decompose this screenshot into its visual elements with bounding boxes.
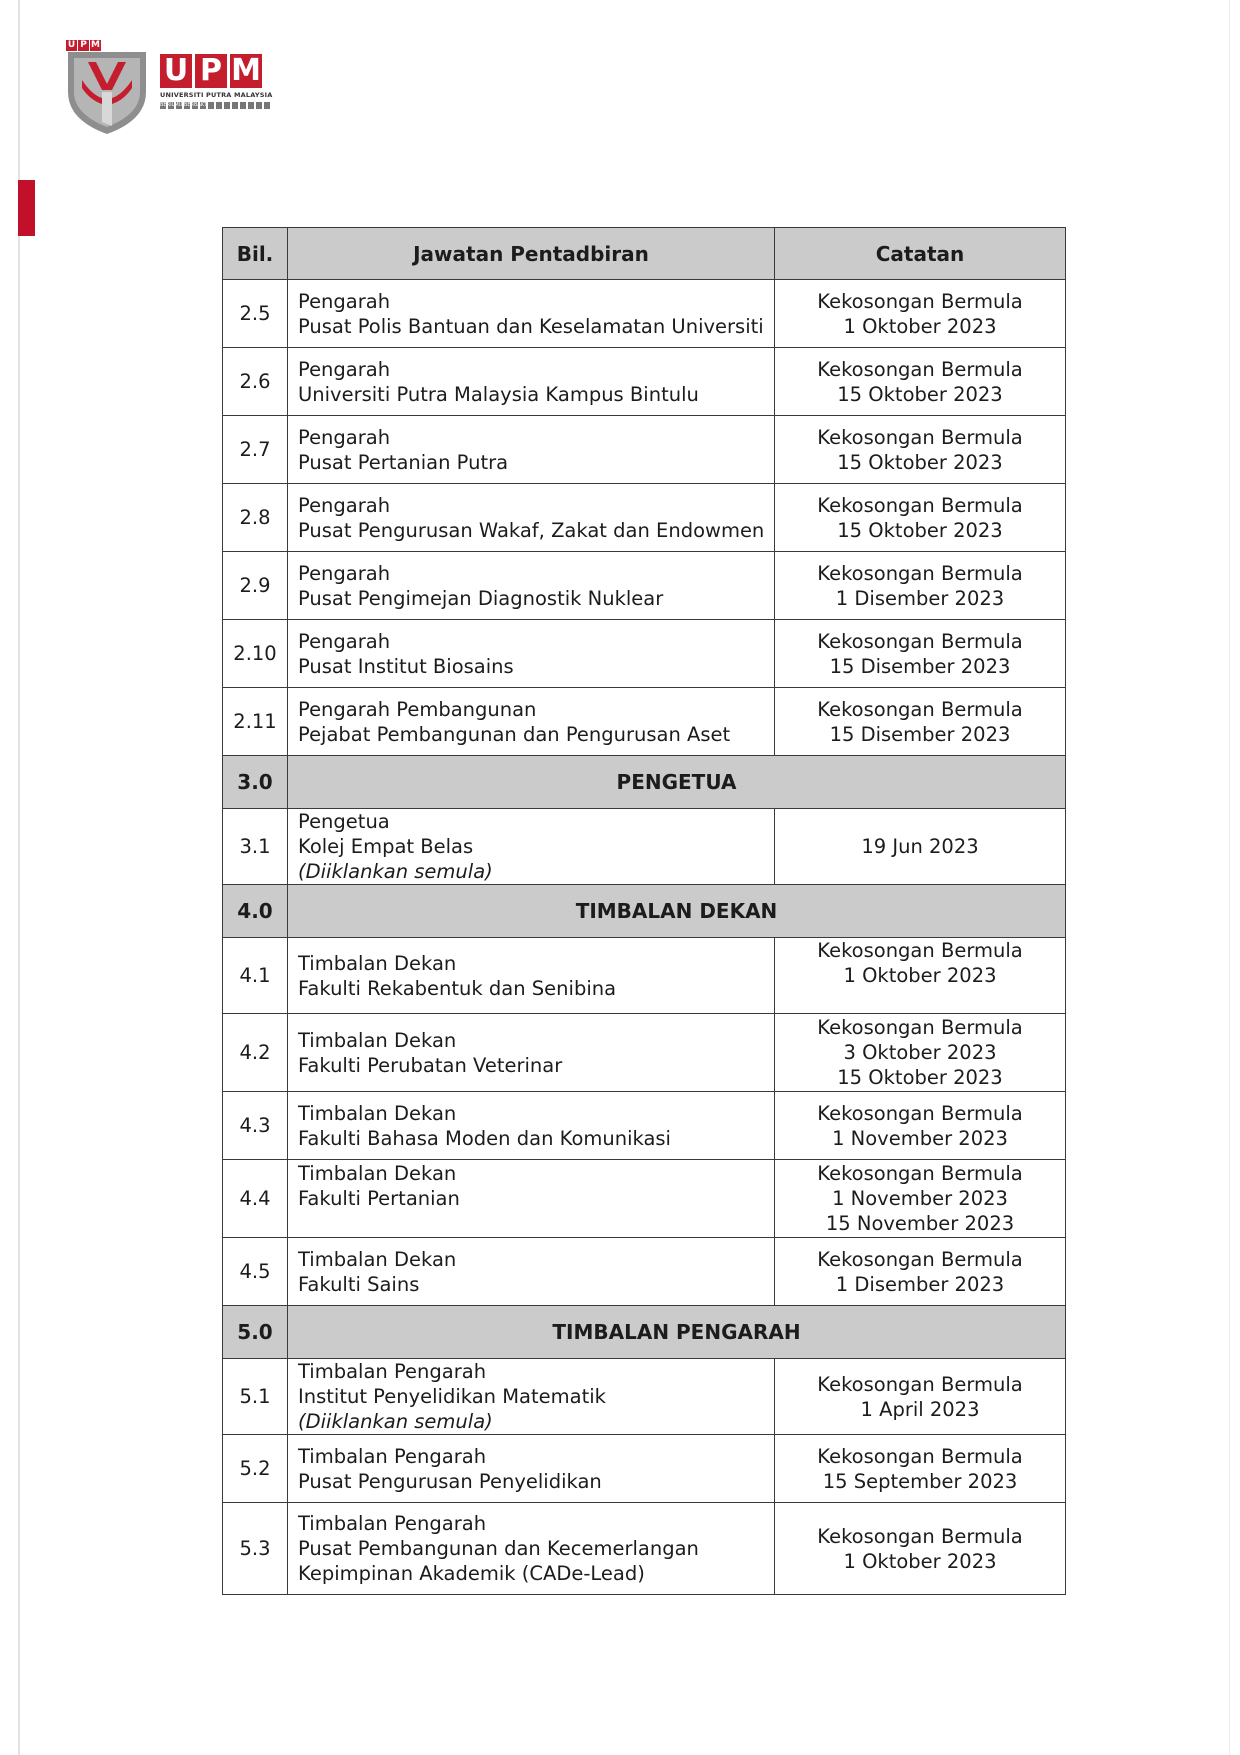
position-cell xyxy=(288,1092,775,1160)
remark-date: 1 Disember 2023 xyxy=(835,1272,1005,1296)
remark-cell xyxy=(775,348,1066,416)
logo-mini-letter: P xyxy=(78,40,89,51)
vacancy-table xyxy=(222,227,1066,1595)
section-row-timbalan-pengarah xyxy=(223,1306,1066,1359)
remark-cell xyxy=(775,552,1066,620)
remark-status: Kekosongan Bermula xyxy=(817,493,1023,517)
logo-letter: M xyxy=(231,53,261,88)
remark-cell xyxy=(775,484,1066,552)
section-number: 4.0 xyxy=(223,885,288,938)
table-row xyxy=(223,416,1066,484)
position-cell xyxy=(288,348,775,416)
row-number: 2.8 xyxy=(223,484,288,552)
position-title: Pengarah xyxy=(298,493,391,517)
position-title: Pengarah xyxy=(298,357,391,381)
table-row xyxy=(223,552,1066,620)
remark-cell xyxy=(775,280,1066,348)
row-number: 4.3 xyxy=(223,1092,288,1160)
table-row xyxy=(223,280,1066,348)
position-title: Timbalan Pengarah xyxy=(298,1444,487,1468)
position-title: Timbalan Pengarah xyxy=(298,1512,487,1535)
logo-motto: BERILMU BERBAKTI xyxy=(160,102,270,109)
remark-cell xyxy=(775,1238,1066,1306)
remark-date: 15 Disember 2023 xyxy=(829,654,1011,678)
remark-cell xyxy=(775,1160,1066,1238)
remark-cell xyxy=(775,620,1066,688)
remark-cell xyxy=(775,1435,1066,1503)
remark-date: 15 Oktober 2023 xyxy=(837,518,1003,542)
position-title: Pengarah xyxy=(298,561,391,585)
position-cell xyxy=(288,1014,775,1092)
position-title: Pengarah Pembangunan xyxy=(298,697,537,721)
logo-letter: P xyxy=(195,54,227,88)
remark-date: 15 Oktober 2023 xyxy=(837,382,1003,406)
header-jawatan: Jawatan Pentadbiran xyxy=(288,228,775,280)
position-title: Timbalan Dekan xyxy=(298,1247,457,1271)
position-cell xyxy=(288,938,775,1014)
table-row xyxy=(223,1160,1066,1238)
position-unit: Fakulti Perubatan Veterinar xyxy=(298,1053,563,1077)
row-number: 2.6 xyxy=(223,348,288,416)
position-unit: Fakulti Sains xyxy=(298,1272,420,1296)
logo-subtitle: UNIVERSITI PUTRA MALAYSIA xyxy=(160,91,273,99)
remark-date: 1 Oktober 2023 xyxy=(843,1549,997,1573)
logo-mini-letter: U xyxy=(67,40,76,50)
remark-date: 19 Jun 2023 xyxy=(861,835,979,858)
remark-date: 1 Oktober 2023 xyxy=(843,314,997,338)
remark-cell xyxy=(775,938,1066,1014)
remark-cell xyxy=(775,416,1066,484)
position-title: Timbalan Dekan xyxy=(298,1028,457,1052)
position-cell xyxy=(288,416,775,484)
remark-status: Kekosongan Bermula xyxy=(817,939,1023,962)
row-number: 4.5 xyxy=(223,1238,288,1306)
position-title: Timbalan Dekan xyxy=(298,1101,457,1125)
upm-logo xyxy=(62,40,282,140)
remark-status: Kekosongan Bermula xyxy=(817,561,1023,585)
remark-status: Kekosongan Bermula xyxy=(817,1101,1023,1125)
remark-status: Kekosongan Bermula xyxy=(817,1444,1023,1468)
section-title: TIMBALAN DEKAN xyxy=(288,885,1066,938)
section-title: TIMBALAN PENGARAH xyxy=(288,1306,1066,1359)
position-unit: Pusat Pertanian Putra xyxy=(298,450,509,474)
logo-mini-letter: M xyxy=(91,40,100,50)
position-unit: Fakulti Pertanian xyxy=(298,1187,460,1210)
remark-status: Kekosongan Bermula xyxy=(817,1247,1023,1271)
remark-date: 1 November 2023 xyxy=(832,1187,1008,1210)
row-number: 5.1 xyxy=(223,1359,288,1435)
position-unit: Universiti Putra Malaysia Kampus Bintulu xyxy=(298,382,699,406)
table-row xyxy=(223,348,1066,416)
position-spacer xyxy=(298,1211,774,1236)
section-number: 3.0 xyxy=(223,756,288,809)
page-right-edge xyxy=(1229,0,1230,1755)
remark-date: 1 April 2023 xyxy=(860,1397,980,1421)
position-cell xyxy=(288,620,775,688)
table-row xyxy=(223,1359,1066,1435)
section-row-pengetua xyxy=(223,756,1066,809)
row-number: 2.5 xyxy=(223,280,288,348)
position-cell xyxy=(288,280,775,348)
remark-status: Kekosongan Bermula xyxy=(817,1372,1023,1396)
remark-spacer xyxy=(775,988,1065,1013)
position-unit: Pejabat Pembangunan dan Pengurusan Aset xyxy=(298,722,731,746)
remark-status: Kekosongan Bermula xyxy=(817,1524,1023,1548)
position-unit: Institut Penyelidikan Matematik xyxy=(298,1385,606,1408)
row-number: 2.10 xyxy=(223,620,288,688)
section-row-timbalan-dekan xyxy=(223,885,1066,938)
position-unit: Pusat Pengimejan Diagnostik Nuklear xyxy=(298,586,664,610)
position-title: Pengarah xyxy=(298,289,391,313)
row-number: 2.9 xyxy=(223,552,288,620)
remark-cell xyxy=(775,1359,1066,1435)
table-row xyxy=(223,1238,1066,1306)
position-cell xyxy=(288,1160,775,1238)
section-title: PENGETUA xyxy=(288,756,1066,809)
remark-cell xyxy=(775,1503,1066,1595)
table-row xyxy=(223,1092,1066,1160)
header-bil: Bil. xyxy=(223,228,288,280)
readvertised-note: (Diiklankan semula) xyxy=(298,860,493,883)
red-margin-bar xyxy=(18,180,35,236)
remark-status: Kekosongan Bermula xyxy=(817,1162,1023,1185)
table-row xyxy=(223,620,1066,688)
remark-status: Kekosongan Bermula xyxy=(817,697,1023,721)
page-left-edge xyxy=(18,0,20,1755)
position-cell xyxy=(288,1359,775,1435)
table-row xyxy=(223,1435,1066,1503)
position-unit: Pusat Pengurusan Wakaf, Zakat dan Endowmen xyxy=(298,518,765,542)
table-row xyxy=(223,1014,1066,1092)
remark-date-2: 15 Oktober 2023 xyxy=(837,1066,1003,1089)
row-number: 5.2 xyxy=(223,1435,288,1503)
remark-cell xyxy=(775,1092,1066,1160)
remark-date: 15 Disember 2023 xyxy=(829,722,1011,746)
row-number: 4.1 xyxy=(223,938,288,1014)
row-number: 5.3 xyxy=(223,1503,288,1595)
remark-date: 3 Oktober 2023 xyxy=(843,1041,997,1064)
position-unit: Pusat Polis Bantuan dan Keselamatan Universiti xyxy=(298,314,764,338)
table-row xyxy=(223,1503,1066,1595)
remark-date: 15 Oktober 2023 xyxy=(837,450,1003,474)
remark-date: 1 November 2023 xyxy=(832,1126,1008,1150)
remark-date: 1 Disember 2023 xyxy=(835,586,1005,610)
position-cell xyxy=(288,552,775,620)
position-cell xyxy=(288,809,775,885)
position-title: Pengarah xyxy=(298,629,391,653)
row-number: 4.4 xyxy=(223,1160,288,1238)
section-number: 5.0 xyxy=(223,1306,288,1359)
table-row xyxy=(223,688,1066,756)
position-unit: Pusat Institut Biosains xyxy=(298,654,514,678)
logo-wordmark xyxy=(160,54,273,109)
position-cell xyxy=(288,1238,775,1306)
position-cell xyxy=(288,484,775,552)
remark-status: Kekosongan Bermula xyxy=(817,425,1023,449)
position-cell xyxy=(288,688,775,756)
logo-letter: U xyxy=(160,54,192,88)
position-cell xyxy=(288,1503,775,1595)
position-cell xyxy=(288,1435,775,1503)
logo-mini-mark xyxy=(66,40,101,51)
remark-cell xyxy=(775,688,1066,756)
position-unit: Kolej Empat Belas xyxy=(298,835,474,858)
header-catatan: Catatan xyxy=(775,228,1066,280)
table-row xyxy=(223,809,1066,885)
logo-upm-letters xyxy=(160,54,273,88)
position-unit: Pusat Pengurusan Penyelidikan xyxy=(298,1469,602,1493)
remark-status: Kekosongan Bermula xyxy=(817,1016,1023,1039)
position-title: Timbalan Dekan xyxy=(298,951,457,975)
remark-cell xyxy=(775,809,1066,885)
position-unit: Fakulti Bahasa Moden dan Komunikasi xyxy=(298,1126,671,1150)
position-title: Pengarah xyxy=(298,425,391,449)
remark-status: Kekosongan Bermula xyxy=(817,289,1023,313)
remark-date-2: 15 November 2023 xyxy=(825,1212,1015,1235)
remark-date: 1 Oktober 2023 xyxy=(843,964,997,987)
remark-date: 15 September 2023 xyxy=(822,1469,1018,1493)
position-title: Timbalan Pengarah xyxy=(298,1360,487,1383)
row-number: 2.11 xyxy=(223,688,288,756)
remark-status: Kekosongan Bermula xyxy=(817,629,1023,653)
position-title: Timbalan Dekan xyxy=(298,1162,457,1185)
position-title: Pengetua xyxy=(298,810,390,833)
position-unit: Pusat Pembangunan dan Kecemerlangan xyxy=(298,1537,699,1560)
remark-cell xyxy=(775,1014,1066,1092)
position-unit-2: Kepimpinan Akademik (CADe-Lead) xyxy=(298,1562,645,1585)
remark-status: Kekosongan Bermula xyxy=(817,357,1023,381)
row-number: 2.7 xyxy=(223,416,288,484)
row-number: 4.2 xyxy=(223,1014,288,1092)
row-number: 3.1 xyxy=(223,809,288,885)
table-header-row xyxy=(223,228,1066,280)
crest-shield-icon xyxy=(62,40,152,136)
readvertised-note: (Diiklankan semula) xyxy=(298,1410,493,1433)
table-row xyxy=(223,938,1066,1014)
table-row xyxy=(223,484,1066,552)
position-unit: Fakulti Rekabentuk dan Senibina xyxy=(298,976,617,1000)
